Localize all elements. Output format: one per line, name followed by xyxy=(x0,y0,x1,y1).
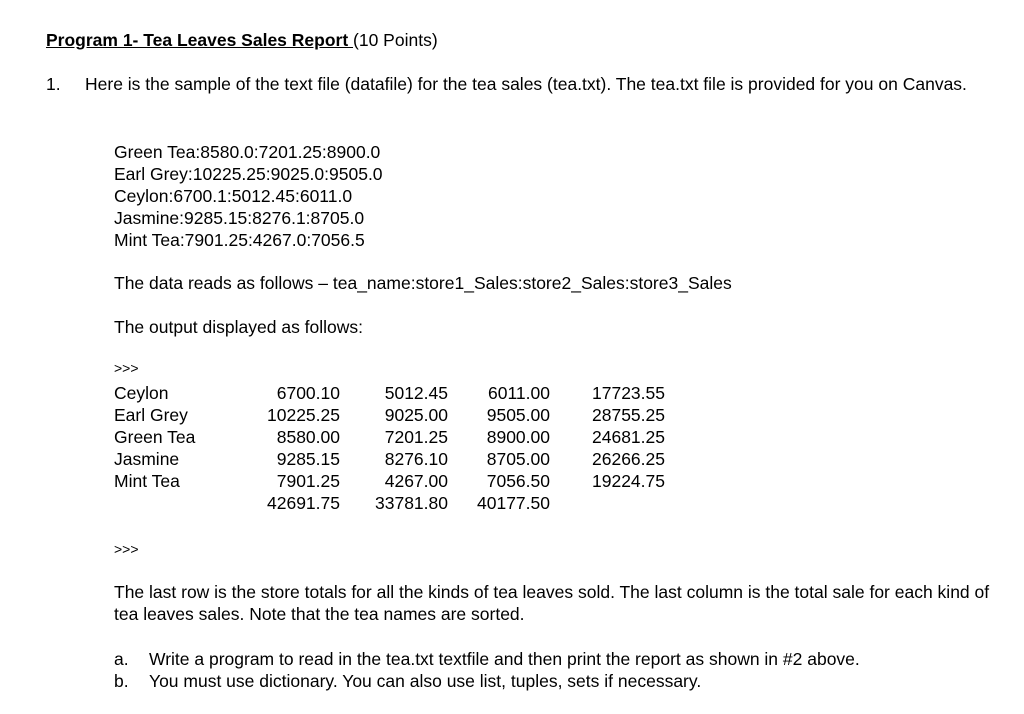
store2-sales: 8276.10 xyxy=(384,449,448,469)
store1-sales: 7901.25 xyxy=(276,471,340,491)
report-row xyxy=(114,382,674,404)
sample-line: Green Tea:8580.0:7201.25:8900.0 xyxy=(114,142,381,162)
format-description: The data reads as follows – tea_name:store1_Sales:store2_Sales:store3_Sales xyxy=(114,273,732,293)
sample-line: Earl Grey:10225.25:9025.0:9505.0 xyxy=(114,164,383,184)
title-line xyxy=(46,29,438,51)
sample-line: Ceylon:6700.1:5012.45:6011.0 xyxy=(114,186,353,206)
sample-line: Jasmine:9285.15:8276.1:8705.0 xyxy=(114,208,365,228)
python-prompt: >>> xyxy=(114,541,139,557)
store1-sales: 8580.00 xyxy=(276,427,340,447)
store2-sales: 7201.25 xyxy=(384,427,448,447)
store1-sales: 6700.10 xyxy=(276,383,340,403)
task-letter: a. xyxy=(114,649,129,669)
report-row xyxy=(114,426,674,448)
question-text: Here is the sample of the text file (datafile) for the tea sales (tea.txt). The tea.txt file is provided for you on Canvas. xyxy=(85,74,967,94)
store3-sales: 8705.00 xyxy=(486,449,550,469)
points-label: (10 Points) xyxy=(353,30,438,50)
task-list xyxy=(114,648,994,692)
output-label: The output displayed as follows: xyxy=(114,317,364,337)
tea-name: Earl Grey xyxy=(114,405,188,425)
document-title: Program 1- Tea Leaves Sales Report xyxy=(46,30,354,50)
tea-total: 28755.25 xyxy=(592,405,665,425)
store3-total: 40177.50 xyxy=(477,493,550,513)
store2-total: 33781.80 xyxy=(375,493,448,513)
store2-sales: 9025.00 xyxy=(384,405,448,425)
tea-total: 17723.55 xyxy=(592,383,665,403)
explanation-text: The last row is the store totals for all the kinds of tea leaves sold. The last column is the total sale for each kind of tea leaves sales. Note that the tea names are sorted. xyxy=(114,582,990,624)
sample-line: Mint Tea:7901.25:4267.0:7056.5 xyxy=(114,230,365,250)
tea-total: 26266.25 xyxy=(592,449,665,469)
store3-sales: 8900.00 xyxy=(486,427,550,447)
store1-sales: 9285.15 xyxy=(276,449,340,469)
store3-sales: 7056.50 xyxy=(486,471,550,491)
report-totals-row xyxy=(114,492,674,514)
report-row xyxy=(114,404,674,426)
task-item xyxy=(114,648,994,670)
tea-total: 24681.25 xyxy=(592,427,665,447)
store1-total: 42691.75 xyxy=(267,493,340,513)
tea-name: Ceylon xyxy=(114,383,169,403)
store3-sales: 9505.00 xyxy=(486,405,550,425)
report-table xyxy=(114,382,674,514)
store3-sales: 6011.00 xyxy=(488,383,550,403)
python-prompt: >>> xyxy=(114,360,139,376)
task-item xyxy=(114,670,994,692)
store2-sales: 4267.00 xyxy=(384,471,448,491)
question-number: 1. xyxy=(46,74,61,94)
report-row xyxy=(114,448,674,470)
tea-name: Mint Tea xyxy=(114,471,180,491)
tea-name: Jasmine xyxy=(114,449,180,469)
task-letter: b. xyxy=(114,671,129,691)
store2-sales: 5012.45 xyxy=(384,383,448,403)
tea-name: Green Tea xyxy=(114,427,196,447)
tea-total: 19224.75 xyxy=(592,471,665,491)
task-text: You must use dictionary. You can also use list, tuples, sets if necessary. xyxy=(149,671,702,691)
store1-sales: 10225.25 xyxy=(267,405,340,425)
report-row xyxy=(114,470,674,492)
task-text: Write a program to read in the tea.txt textfile and then print the report as shown in #2 above. xyxy=(149,649,860,669)
sample-data-block xyxy=(114,141,383,251)
